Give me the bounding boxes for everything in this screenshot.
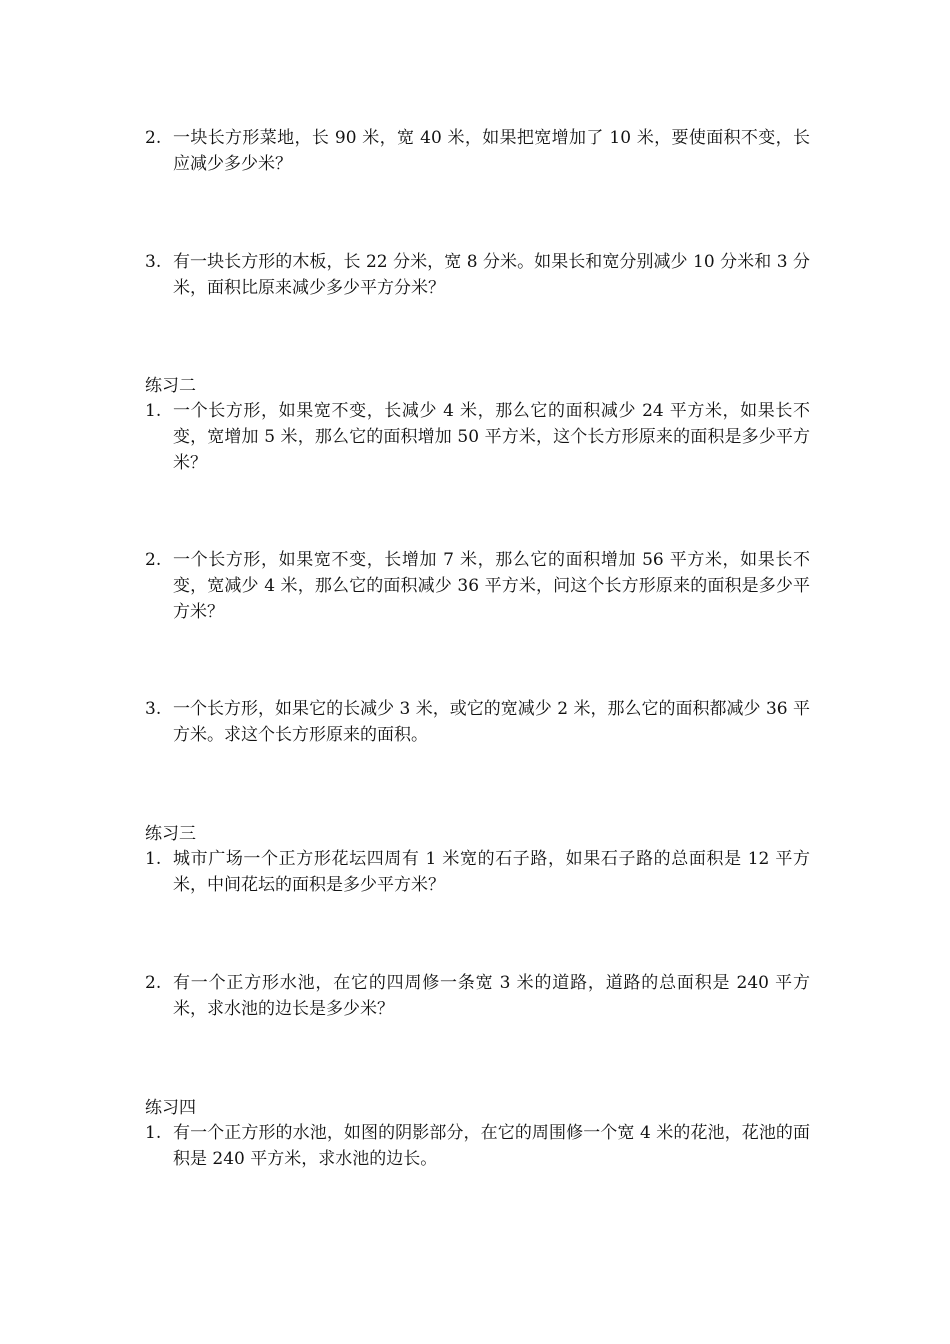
section-heading-2: 练习二	[145, 376, 196, 396]
problem-text: 有一个正方形的水池，如图的阴影部分，在它的周围修一个宽 4 米的花池，花池的面积是 240 平方米，求水池的边长。	[173, 1123, 810, 1169]
problem-1-2	[145, 125, 810, 177]
problem-number: 1.	[145, 849, 162, 869]
section-heading-3: 练习三	[145, 824, 196, 844]
problem-number: 3.	[145, 252, 162, 272]
problem-text: 一个长方形，如果宽不变，长增加 7 米，那么它的面积增加 56 平方米，如果长不变，宽减少 4 米，那么它的面积减少 36 平方米，问这个长方形原来的面积是多少平方米？	[173, 550, 810, 622]
problem-number: 1.	[145, 1123, 162, 1143]
problem-4-1	[145, 1120, 810, 1172]
problem-text: 有一块长方形的木板，长 22 分米，宽 8 分米。如果长和宽分别减少 10 分米和 3 分米，面积比原来减少多少平方分米？	[173, 252, 810, 298]
problem-number: 2.	[145, 550, 162, 570]
problem-3-2	[145, 970, 810, 1022]
section-heading-4: 练习四	[145, 1098, 196, 1118]
problem-text: 有一个正方形水池，在它的四周修一条宽 3 米的道路，道路的总面积是 240 平方米，求水池的边长是多少米？	[173, 973, 810, 1019]
problem-3-1	[145, 846, 810, 898]
problem-2-1	[145, 398, 810, 476]
problem-text: 一个长方形，如果宽不变，长减少 4 米，那么它的面积减少 24 平方米，如果长不变，宽增加 5 米，那么它的面积增加 50 平方米，这个长方形原来的面积是多少平方米？	[173, 401, 810, 473]
problem-text: 一个长方形，如果它的长减少 3 米，或它的宽减少 2 米，那么它的面积都减少 36 平方米。求这个长方形原来的面积。	[173, 699, 810, 745]
problem-number: 1.	[145, 401, 162, 421]
problem-text: 一块长方形菜地，长 90 米，宽 40 米，如果把宽增加了 10 米，要使面积不变，长应减少多少米？	[173, 128, 810, 174]
problem-2-3	[145, 696, 810, 748]
problem-number: 2.	[145, 128, 162, 148]
problem-number: 3.	[145, 699, 162, 719]
problem-1-3	[145, 249, 810, 301]
problem-2-2	[145, 547, 810, 625]
problem-text: 城市广场一个正方形花坛四周有 1 米宽的石子路，如果石子路的总面积是 12 平方米，中间花坛的面积是多少平方米？	[173, 849, 810, 895]
problem-number: 2.	[145, 973, 162, 993]
